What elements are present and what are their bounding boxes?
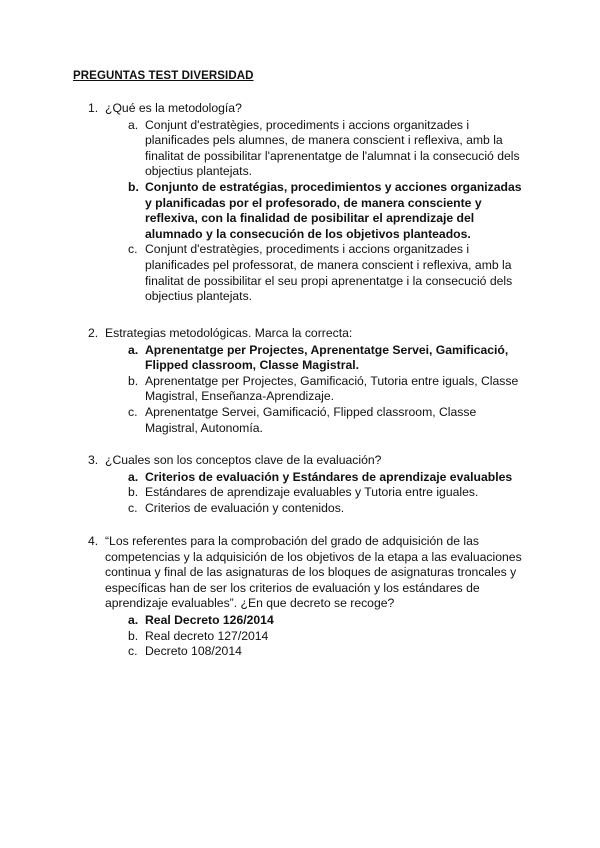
question-number: 4. xyxy=(88,534,99,548)
option-letter: c. xyxy=(128,404,138,419)
option-letter: c. xyxy=(128,644,138,659)
option-b xyxy=(128,374,528,405)
option-text: Aprenentatge Servei, Gamificació, Flipped classroom, Classe Magistral, Autonomía. xyxy=(145,404,477,435)
option-text: Criterios de evaluación y Estándares de aprendizaje evaluables xyxy=(145,469,513,484)
option-letter: b. xyxy=(128,628,139,643)
option-letter: a. xyxy=(128,612,139,627)
question-number: 2. xyxy=(88,326,99,340)
question-3 xyxy=(88,453,528,516)
option-text: Criterios de evaluación y contenidos. xyxy=(145,500,345,515)
question-4 xyxy=(88,534,528,660)
option-a-correct xyxy=(128,613,528,629)
option-letter: a. xyxy=(128,117,139,132)
options-list xyxy=(128,118,528,305)
option-b xyxy=(128,485,528,501)
option-text: Aprenentatge per Projectes, Gamificació, Tutoria entre iguals, Classe Magistral, Enseñanza-Aprendizaje. xyxy=(145,373,519,404)
option-c xyxy=(128,644,528,660)
option-letter: b. xyxy=(128,179,139,194)
option-letter: b. xyxy=(128,373,139,388)
option-c xyxy=(128,501,528,517)
option-text: Decreto 108/2014 xyxy=(145,644,242,659)
question-text: ¿Cuales son los conceptos clave de la evaluación? xyxy=(105,453,382,467)
option-text: Conjunt d'estratègies, procediments i accions organitzades i planificades pel professorat, de manera conscient i reflexiva, amb la finalitat de possibilitar el seu propi aprenentatge i la consecució dels objectius plantejats. xyxy=(145,242,513,304)
option-text: Conjunt d'estratègies, procediments i accions organitzades i planificades pels alumnes, de manera conscient i reflexiva, amb la finalitat de possibilitar l'aprenentatge de l'alumnat i la consecució dels objectius plantejats. xyxy=(145,117,520,179)
question-2 xyxy=(88,326,528,436)
option-b-correct xyxy=(128,180,528,242)
option-text: Conjunto de estratégias, procedimientos y acciones organizadas y planificadas por el profesorado, de manera consciente y reflexiva, con la finalidad de posibilitar el aprendizaje del alumnado y la consecución de los objetivos planteados. xyxy=(145,179,522,241)
document-title: PREGUNTAS TEST DIVERSIDAD xyxy=(73,70,254,82)
option-letter: c. xyxy=(128,242,138,257)
option-c xyxy=(128,242,528,304)
option-a xyxy=(128,118,528,180)
option-c xyxy=(128,405,528,436)
option-letter: a. xyxy=(128,342,139,357)
options-list xyxy=(128,470,528,517)
option-a-correct xyxy=(128,343,528,374)
option-a-correct xyxy=(128,470,528,486)
question-number: 1. xyxy=(88,101,99,115)
option-letter: c. xyxy=(128,500,138,515)
question-text: Estrategias metodológicas. Marca la correcta: xyxy=(105,326,353,340)
question-text: ¿Qué es la metodología? xyxy=(105,101,242,115)
option-text: Real Decreto 126/2014 xyxy=(145,612,274,627)
option-letter: a. xyxy=(128,469,139,484)
options-list xyxy=(128,613,528,660)
question-number: 3. xyxy=(88,453,99,467)
question-1 xyxy=(88,101,528,305)
option-letter: b. xyxy=(128,485,139,500)
option-text: Real decreto 127/2014 xyxy=(145,628,269,643)
option-text: Aprenentatge per Projectes, Aprenentatge Servei, Gamificació, Flipped classroom, Classe Magistral. xyxy=(145,342,509,373)
options-list xyxy=(128,343,528,437)
question-text: “Los referentes para la comprobación del grado de adquisición de las competencias y la adquisición de los objetivos de la etapa a las evaluaciones continua y final de las asignaturas de los bloques de asignaturas troncales y específicas han de ser los criterios de evaluación y los estándares de aprendizaje evaluables”. ¿En que decreto se recoge? xyxy=(105,534,522,611)
option-b xyxy=(128,629,528,645)
option-text: Estándares de aprendizaje evaluables y Tutoria entre iguales. xyxy=(145,485,479,500)
